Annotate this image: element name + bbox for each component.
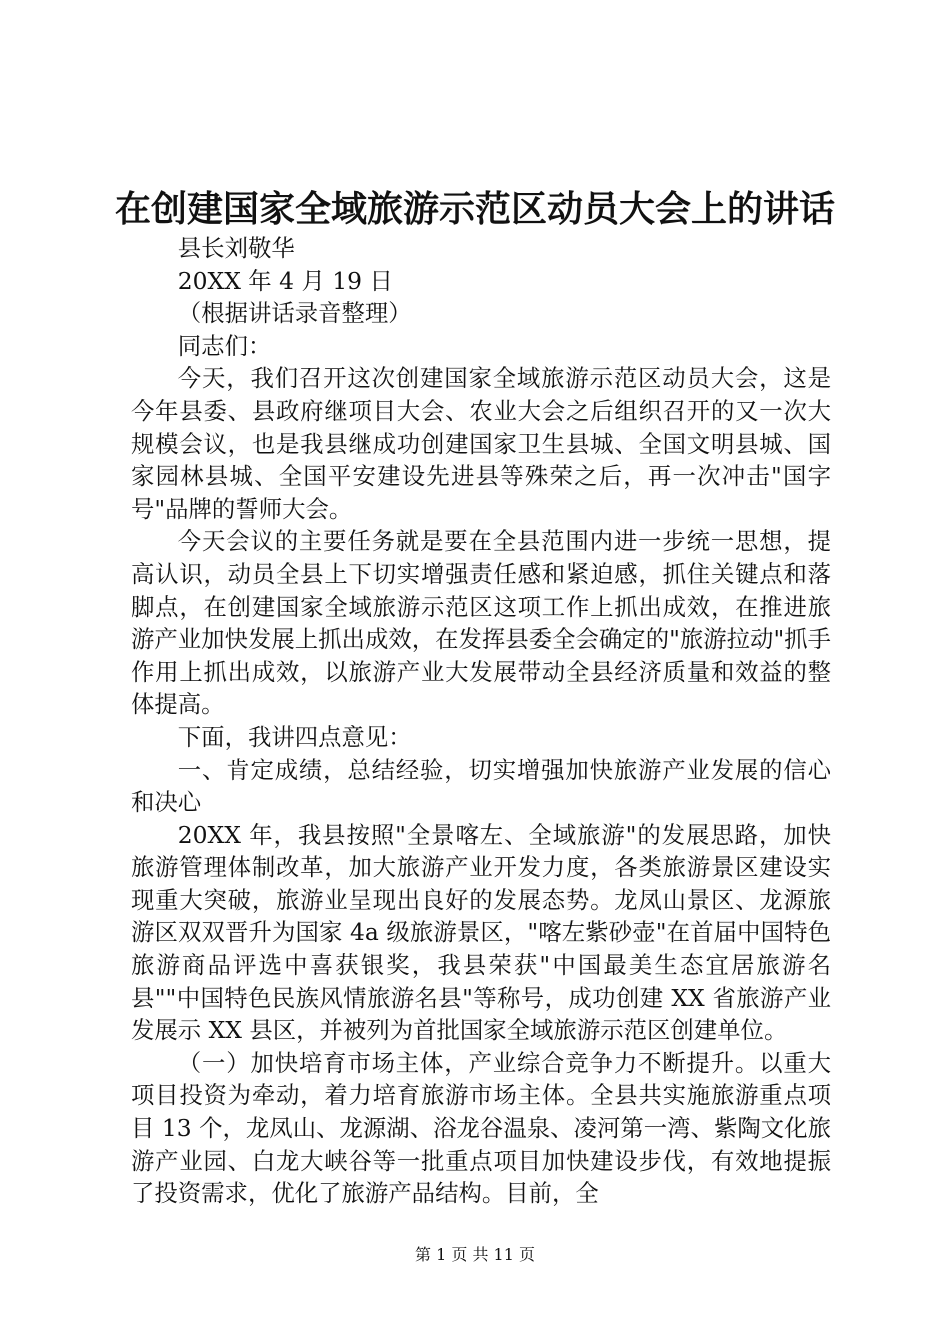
document-title: 在创建国家全域旅游示范区动员大会上的讲话 [114, 188, 835, 230]
paragraph: （一）加快培育市场主体，产业综合竞争力不断提升。以重大项目投资为牵动，着力培育旅游市场主体。全县共实施旅游重点项目 13 个，龙凤山、龙源湖、浴龙谷温泉、凌河第一湾、紫陶文化旅游产业园、白龙大峡谷等一批重点项目加快建设步伐，有效地提振了投资需求，优化了旅游产品结构。目前，全 [131, 1048, 831, 1208]
page-footer: 第 1 页 共 11 页 [415, 1245, 535, 1264]
document-body [131, 232, 831, 1210]
speaker-line: 县长刘敬华 [177, 234, 295, 262]
date-line: 20XX 年 4 月 19 日 [177, 266, 393, 295]
note-line: （根据讲话录音整理） [177, 299, 412, 328]
section-heading: 一、肯定成绩，总结经验，切实增强加快旅游产业发展的信心和决心 [131, 755, 831, 817]
paragraph: 今天，我们召开这次创建国家全域旅游示范区动员大会，这是今年县委、县政府继项目大会、农业大会之后组织召开的又一次大规模会议，也是我县继成功创建国家卫生县城、全国文明县城、国家园林县城、全国平安建设先进县等殊荣之后，再一次冲击"国字号"品牌的誓师大会。 [131, 364, 831, 523]
salutation: 同志们： [177, 331, 272, 360]
paragraph: 今天会议的主要任务就是要在全县范围内进一步统一思想，提高认识，动员全县上下切实增强责任感和紧迫感，抓住关键点和落脚点，在创建国家全域旅游示范区这项工作上抓出成效，在推进旅游产业加快发展上抓出成效，在发挥县委全会确定的"旅游拉动"抓手作用上抓出成效，以旅游产业大发展带动全县经济质量和效益的整体提高。 [131, 527, 831, 719]
paragraph: 20XX 年，我县按照"全景喀左、全域旅游"的发展思路，加快旅游管理体制改革，加大旅游产业开发力度，各类旅游景区建设实现重大突破，旅游业呈现出良好的发展态势。龙凤山景区、龙源旅游区双双晋升为国家 4a 级旅游景区，"喀左紫砂壶"在首届中国特色旅游商品评选中喜获银奖，我县荣获"中国最美生态宜居旅游名县""中国特色民族风情旅游名县"等称号，成功创建 XX 省旅游产业发展示 XX 县区，并被列为首批国家全域旅游示范区创建单位。 [131, 820, 831, 1045]
paragraph: 下面，我讲四点意见： [177, 722, 412, 751]
